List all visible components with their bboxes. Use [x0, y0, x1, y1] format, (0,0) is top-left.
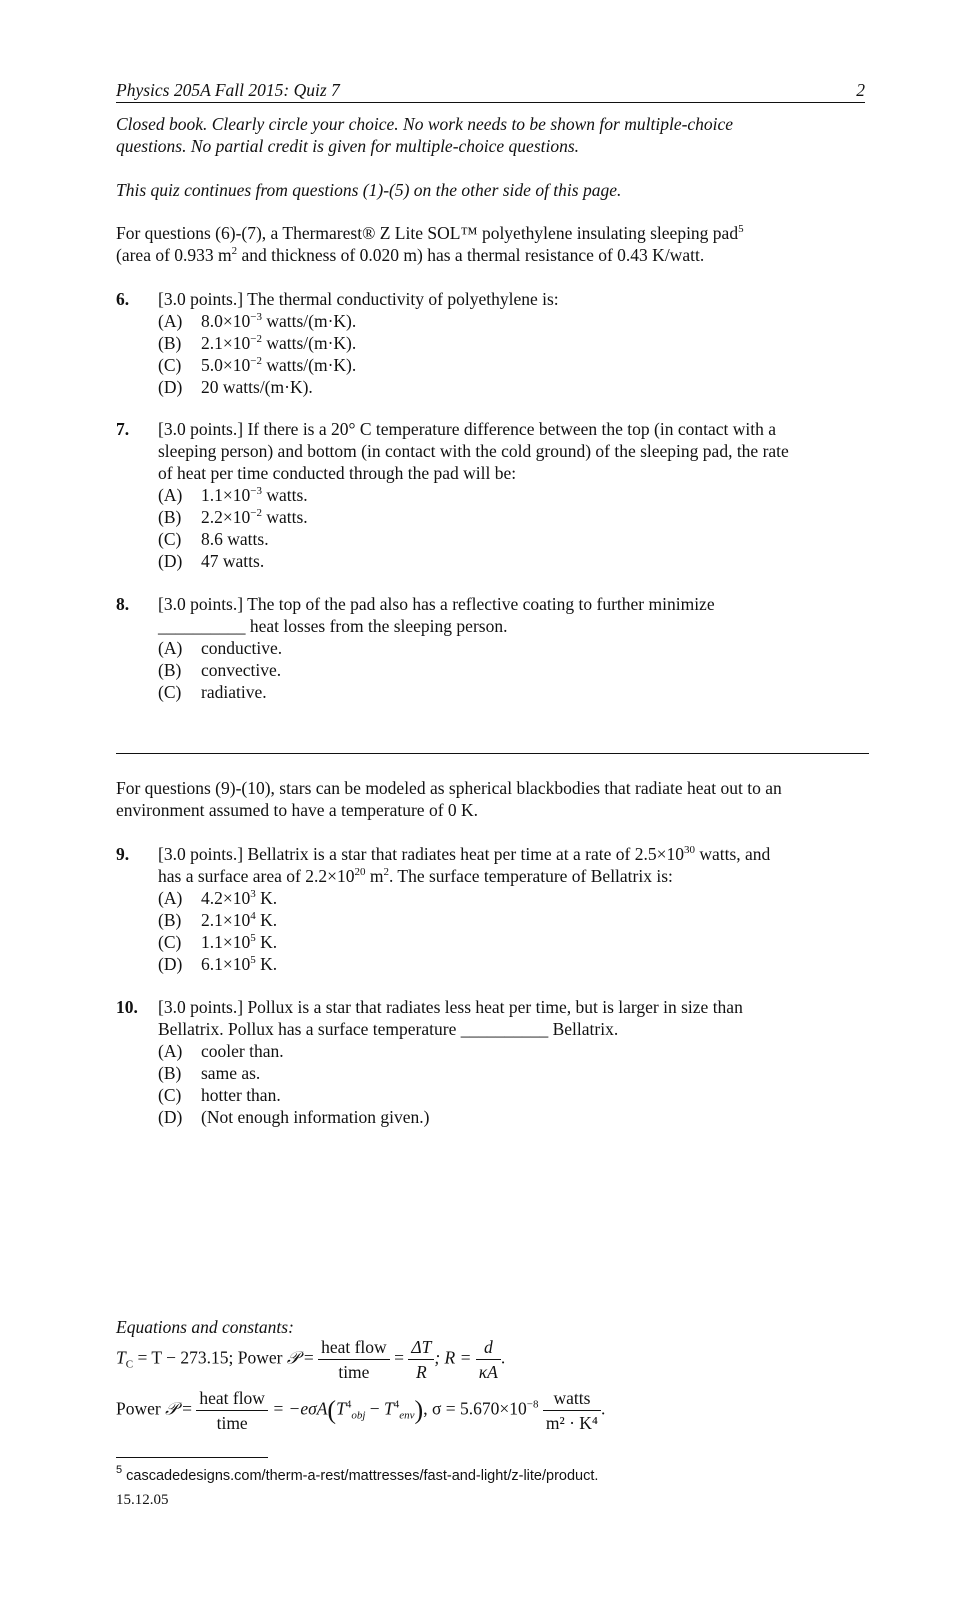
intro-stars-line-2: environment assumed to have a temperature of 0 K.: [116, 800, 479, 820]
option-a[interactable]: (A) cooler than.: [158, 1041, 284, 1061]
option-c[interactable]: (C) $5.0\times 10^{-2}$ watts/(m·K).: [158, 355, 357, 375]
header-title: Physics 205A Fall 2015: Quiz 7: [116, 80, 340, 100]
option-b[interactable]: (B) $2.1\times 10^{-2}$ watts/(m·K).: [158, 333, 357, 353]
fraction-d-over-kappa-a: $\frac{d}{\kappa A}$: [476, 1335, 501, 1384]
footnote-url: cascadedesigns.com/therm-a-rest/mattresses/fast-and-light/z-lite/product.: [122, 1468, 599, 1484]
fraction-heat-flow-2: $\frac{\text{heat flow}}{\text{time}}$: [196, 1386, 268, 1435]
option-b[interactable]: (B) same as.: [158, 1063, 261, 1083]
fraction-heat-flow: $\frac{\text{heat flow}}{\text{time}}$: [318, 1335, 390, 1384]
page-header: [116, 80, 865, 103]
question-number: 8.: [116, 594, 130, 614]
question-stem-line-2: has a surface area of $2.2\times 10^{20}$ $m^2$. The surface temperature of Bellatrix is:: [158, 866, 673, 886]
equations-heading: Equations and constants:: [116, 1317, 294, 1337]
option-a[interactable]: (A) $4.2\times 10^3$ K.: [158, 888, 278, 908]
instructions-line-1: Closed book. Clearly circle your choice. No work needs to be shown for multiple-choice: [116, 114, 734, 134]
equation-line-1: $T_C = T - 273.15$; Power 𝒫 = $\frac{\text{heat flow}}{\text{time}}$ = $\frac{\Delta T}{R}$ ; R = $\frac{d}{\kappa A}$ .: [116, 1337, 506, 1382]
document-date: 15.12.05: [116, 1492, 169, 1508]
intro-stars-line-1: For questions (9)-(10), stars can be modeled as spherical blackbodies that radiate heat out to an: [116, 778, 782, 798]
intro-sleeping-pad-line-2: (area of 0.933 $m^2$ and thickness of 0.020 m) has a thermal resistance of 0.43 K/watt.: [116, 245, 705, 265]
option-d[interactable]: (D) $6.1\times 10^5$ K.: [158, 954, 278, 974]
question-number: 9.: [116, 844, 130, 864]
option-c[interactable]: (C) 8.6 watts.: [158, 529, 269, 549]
question-stem: [3.0 points.] The thermal conductivity of polyethylene is:: [158, 289, 559, 309]
footnote-mark: 5: [116, 1464, 123, 1476]
equation-line-2: Power 𝒫 = $\frac{\text{heat flow}}{\text{time}}$ = $-e\sigma A(T^4_{obj} - T^4_{env})$, $\sigma = 5.670\times 10^{-8}$ $\frac{\text{watts}}{\text{m² · K⁴}}$ .: [116, 1388, 606, 1433]
footnote-rule: [116, 1457, 268, 1458]
question-stem-line-1: [3.0 points.] Pollux is a star that radiates less heat per time, but is larger in size than: [158, 997, 743, 1017]
option-d[interactable]: (D) 20 watts/(m·K).: [158, 377, 313, 397]
question-stem-line-2: Bellatrix. Pollux has a surface temperature __________ Bellatrix.: [158, 1019, 619, 1039]
instructions-line-2: questions. No partial credit is given for multiple-choice questions.: [116, 136, 580, 156]
question-number: 7.: [116, 419, 130, 439]
question-number: 10.: [116, 997, 138, 1017]
question-stem-line-1: [3.0 points.] Bellatrix is a star that radiates heat per time at a rate of $2.5\times 10^{30}$ watts, and: [158, 844, 771, 864]
intro-sleeping-pad-line-1: For questions (6)-(7), a Thermarest® Z Lite SOL™ polyethylene insulating sleeping pad$^5$: [116, 223, 744, 243]
option-d[interactable]: (D) 47 watts.: [158, 551, 265, 571]
question-stem-line-2: __________ heat losses from the sleeping person.: [158, 616, 508, 636]
fraction-delta-t-over-r: $\frac{\Delta T}{R}$: [408, 1335, 434, 1384]
option-b[interactable]: (B) convective.: [158, 660, 282, 680]
page-number: 2: [856, 80, 865, 100]
question-stem-line-3: of heat per time conducted through the pad will be:: [158, 463, 517, 483]
section-divider: [116, 753, 869, 754]
question-stem-line-1: [3.0 points.] If there is a 20° C temperature difference between the top (in contact with a: [158, 419, 776, 439]
footnote: [116, 1464, 599, 1484]
question-stem-line-1: [3.0 points.] The top of the pad also has a reflective coating to further minimize: [158, 594, 715, 614]
question-number: 6.: [116, 289, 130, 309]
option-c[interactable]: (C) hotter than.: [158, 1085, 281, 1105]
option-b[interactable]: (B) $2.2\times 10^{-2}$ watts.: [158, 507, 308, 527]
fraction-watts-units: $\frac{\text{watts}}{\text{m² · K⁴}}$: [543, 1386, 601, 1435]
option-c[interactable]: (C) radiative.: [158, 682, 267, 702]
instructions-continuation: This quiz continues from questions (1)-(5) on the other side of this page.: [116, 180, 622, 200]
power-symbol: 𝒫: [286, 1347, 300, 1368]
option-a[interactable]: (A) $1.1\times 10^{-3}$ watts.: [158, 485, 308, 505]
option-d[interactable]: (D) (Not enough information given.): [158, 1107, 430, 1127]
option-a[interactable]: (A) $8.0\times 10^{-3}$ watts/(m·K).: [158, 311, 357, 331]
option-c[interactable]: (C) $1.1\times 10^5$ K.: [158, 932, 278, 952]
option-a[interactable]: (A) conductive.: [158, 638, 283, 658]
footnote-marker: 5: [738, 223, 744, 235]
question-stem-line-2: sleeping person) and bottom (in contact with the cold ground) of the sleeping pad, the rate: [158, 441, 789, 461]
option-b[interactable]: (B) $2.1\times 10^4$ K.: [158, 910, 278, 930]
